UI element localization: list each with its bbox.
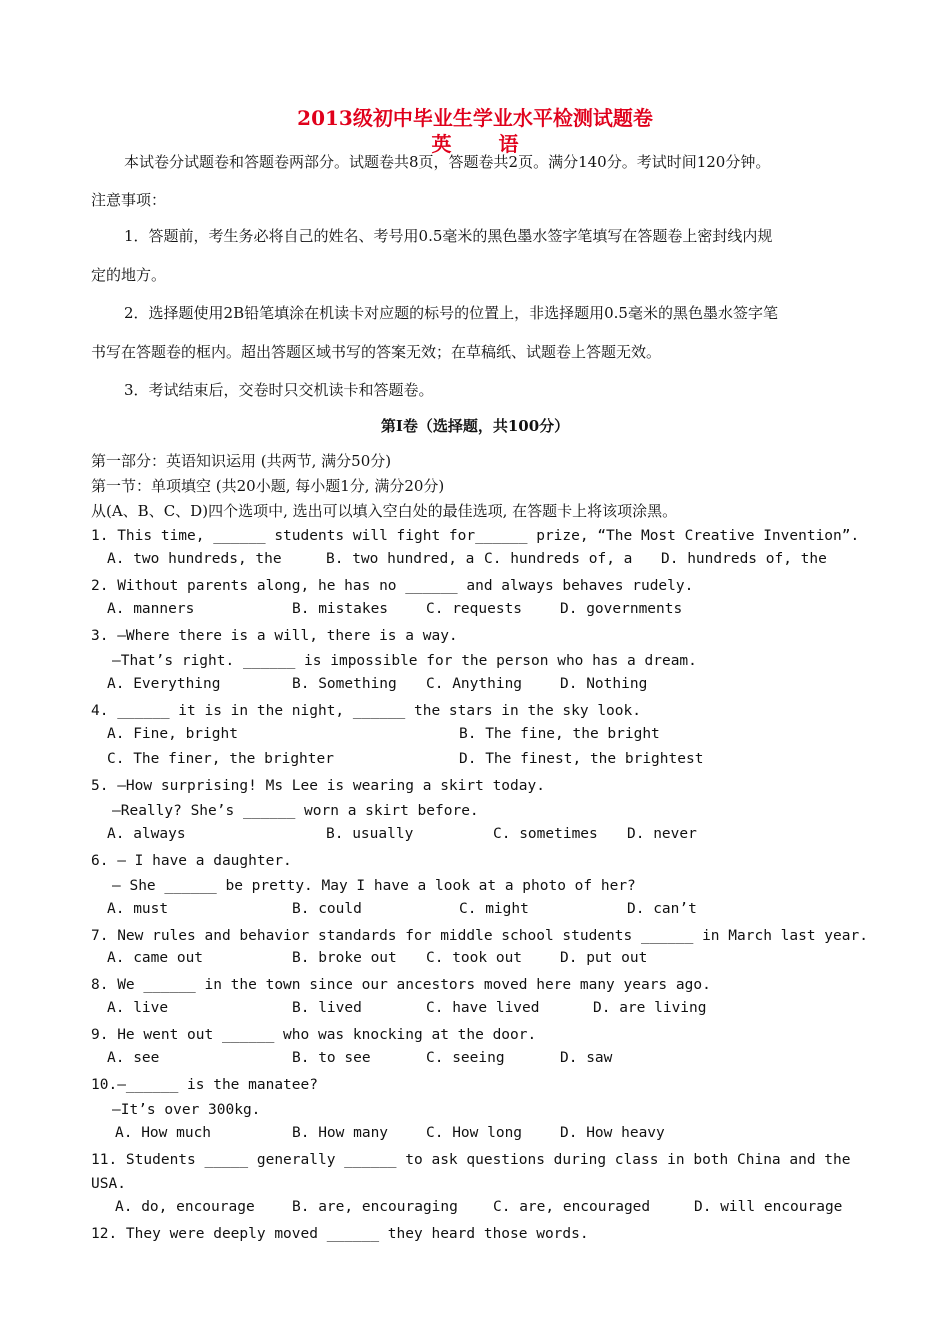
q10-option-d: D. How heavy — [560, 1125, 665, 1141]
q10-option-c: C. How long — [426, 1125, 523, 1141]
q5-option-b: B. usually — [326, 826, 414, 842]
q6-option-d: D. can’t — [627, 901, 697, 917]
q2-option-a: A. manners — [107, 601, 195, 617]
q4-option-b: B. The fine, the bright — [459, 726, 660, 742]
q1-option-d: D. hundreds of, the — [661, 551, 827, 567]
section-title: 第Ⅰ卷（选择题，共100分） — [380, 417, 570, 435]
question-10b: —It’s over 300kg. — [112, 1102, 261, 1118]
q8-option-c: C. have lived — [426, 1000, 540, 1016]
q9-option-b: B. to see — [292, 1050, 371, 1066]
q8-option-b: B. lived — [292, 1000, 362, 1016]
q2-option-d: D. governments — [560, 601, 683, 617]
q6-option-b: B. could — [292, 901, 362, 917]
q10-option-b: B. How many — [292, 1125, 389, 1141]
notice-label: 注意事项： — [91, 191, 167, 209]
question-6a: 6. — I have a daughter. — [91, 853, 292, 869]
q7-option-c: C. took out — [426, 950, 523, 966]
q8-option-a: A. live — [107, 1000, 169, 1016]
q3-option-a: A. Everything — [107, 676, 221, 692]
question-11a: 11. Students _____ generally ______ to ask questions during class in both China and the — [91, 1152, 851, 1168]
notice-2b: 书写在答题卷的框内。超出答题区域书写的答案无效；在草稿纸、试题卷上答题无效。 — [91, 343, 662, 361]
q5-option-a: A. always — [107, 826, 186, 842]
q11-option-b: B. are, encouraging — [292, 1199, 458, 1215]
question-5b: —Really? She’s ______ worn a skirt before. — [112, 803, 479, 819]
notice-1a: 1．答题前，考生务必将自己的姓名、考号用0.5毫米的黑色墨水签字笔填写在答题卷上密封线内规 — [124, 227, 773, 245]
question-12: 12. They were deeply moved ______ they heard those words. — [91, 1226, 589, 1242]
question-3a: 3. —Where there is a will, there is a way. — [91, 628, 458, 644]
q11-option-c: C. are, encouraged — [493, 1199, 651, 1215]
question-11b: USA. — [91, 1176, 126, 1192]
q2-option-b: B. mistakes — [292, 601, 389, 617]
q10-option-a: A. How much — [115, 1125, 212, 1141]
question-5a: 5. —How surprising! Ms Lee is wearing a skirt today. — [91, 778, 545, 794]
q7-option-a: A. came out — [107, 950, 204, 966]
q6-option-a: A. must — [107, 901, 169, 917]
question-8: 8. We ______ in the town since our ancestors moved here many years ago. — [91, 977, 711, 993]
q11-option-d: D. will encourage — [694, 1199, 843, 1215]
q2-option-c: C. requests — [426, 601, 523, 617]
q9-option-c: C. seeing — [426, 1050, 505, 1066]
q11-option-a: A. do, encourage — [115, 1199, 255, 1215]
q9-option-a: A. see — [107, 1050, 160, 1066]
question-7: 7. New rules and behavior standards for middle school students ______ in March last year. — [91, 928, 868, 944]
exam-subject: 英 语 — [431, 132, 539, 156]
q1-option-c: C. hundreds of, a — [484, 551, 633, 567]
question-9: 9. He went out ______ who was knocking at the door. — [91, 1027, 537, 1043]
question-6b: — She ______ be pretty. May I have a look at a photo of her? — [112, 878, 636, 894]
q4-option-a: A. Fine, bright — [107, 726, 238, 742]
question-2: 2. Without parents along, he has no ______ and always behaves rudely. — [91, 578, 694, 594]
notice-1b: 定的地方。 — [91, 266, 167, 284]
q5-option-d: D. never — [627, 826, 697, 842]
part-heading: 第一部分：英语知识运用 (共两节, 满分50分) — [91, 452, 392, 470]
q7-option-d: D. put out — [560, 950, 648, 966]
exam-title: 2013级初中毕业生学业水平检测试题卷 — [297, 106, 653, 130]
question-10a: 10.—______ is the manatee? — [91, 1077, 318, 1093]
q1-option-b: B. two hundred, a — [326, 551, 475, 567]
question-3b: —That’s right. ______ is impossible for the person who has a dream. — [112, 653, 697, 669]
q3-option-c: C. Anything — [426, 676, 523, 692]
instruction-text: 从(A、B、C、D)四个选项中, 选出可以填入空白处的最佳选项, 在答题卡上将该项涂黑。 — [91, 502, 678, 520]
q6-option-c: C. might — [459, 901, 529, 917]
q9-option-d: D. saw — [560, 1050, 613, 1066]
q4-option-d: D. The finest, the brightest — [459, 751, 704, 767]
q4-option-c: C. The finer, the brighter — [107, 751, 334, 767]
notice-2a: 2．选择题使用2B铅笔填涂在机读卡对应题的标号的位置上，非选择题用0.5毫米的黑色墨水签字笔 — [124, 304, 778, 322]
question-4: 4. ______ it is in the night, ______ the stars in the sky look. — [91, 703, 641, 719]
section-heading: 第一节：单项填空 (共20小题, 每小题1分, 满分20分) — [91, 477, 445, 495]
notice-3: 3．考试结束后，交卷时只交机读卡和答题卷。 — [124, 381, 434, 399]
q1-option-a: A. two hundreds, the — [107, 551, 282, 567]
intro-text: 本试卷分试题卷和答题卷两部分。试题卷共8页，答题卷共2页。满分140分。考试时间120分钟。 — [124, 153, 771, 171]
q5-option-c: C. sometimes — [493, 826, 598, 842]
question-1: 1. This time, ______ students will fight for______ prize, “The Most Creative Invention”. — [91, 528, 860, 544]
q8-option-d: D. are living — [593, 1000, 707, 1016]
q3-option-d: D. Nothing — [560, 676, 648, 692]
q3-option-b: B. Something — [292, 676, 397, 692]
q7-option-b: B. broke out — [292, 950, 397, 966]
